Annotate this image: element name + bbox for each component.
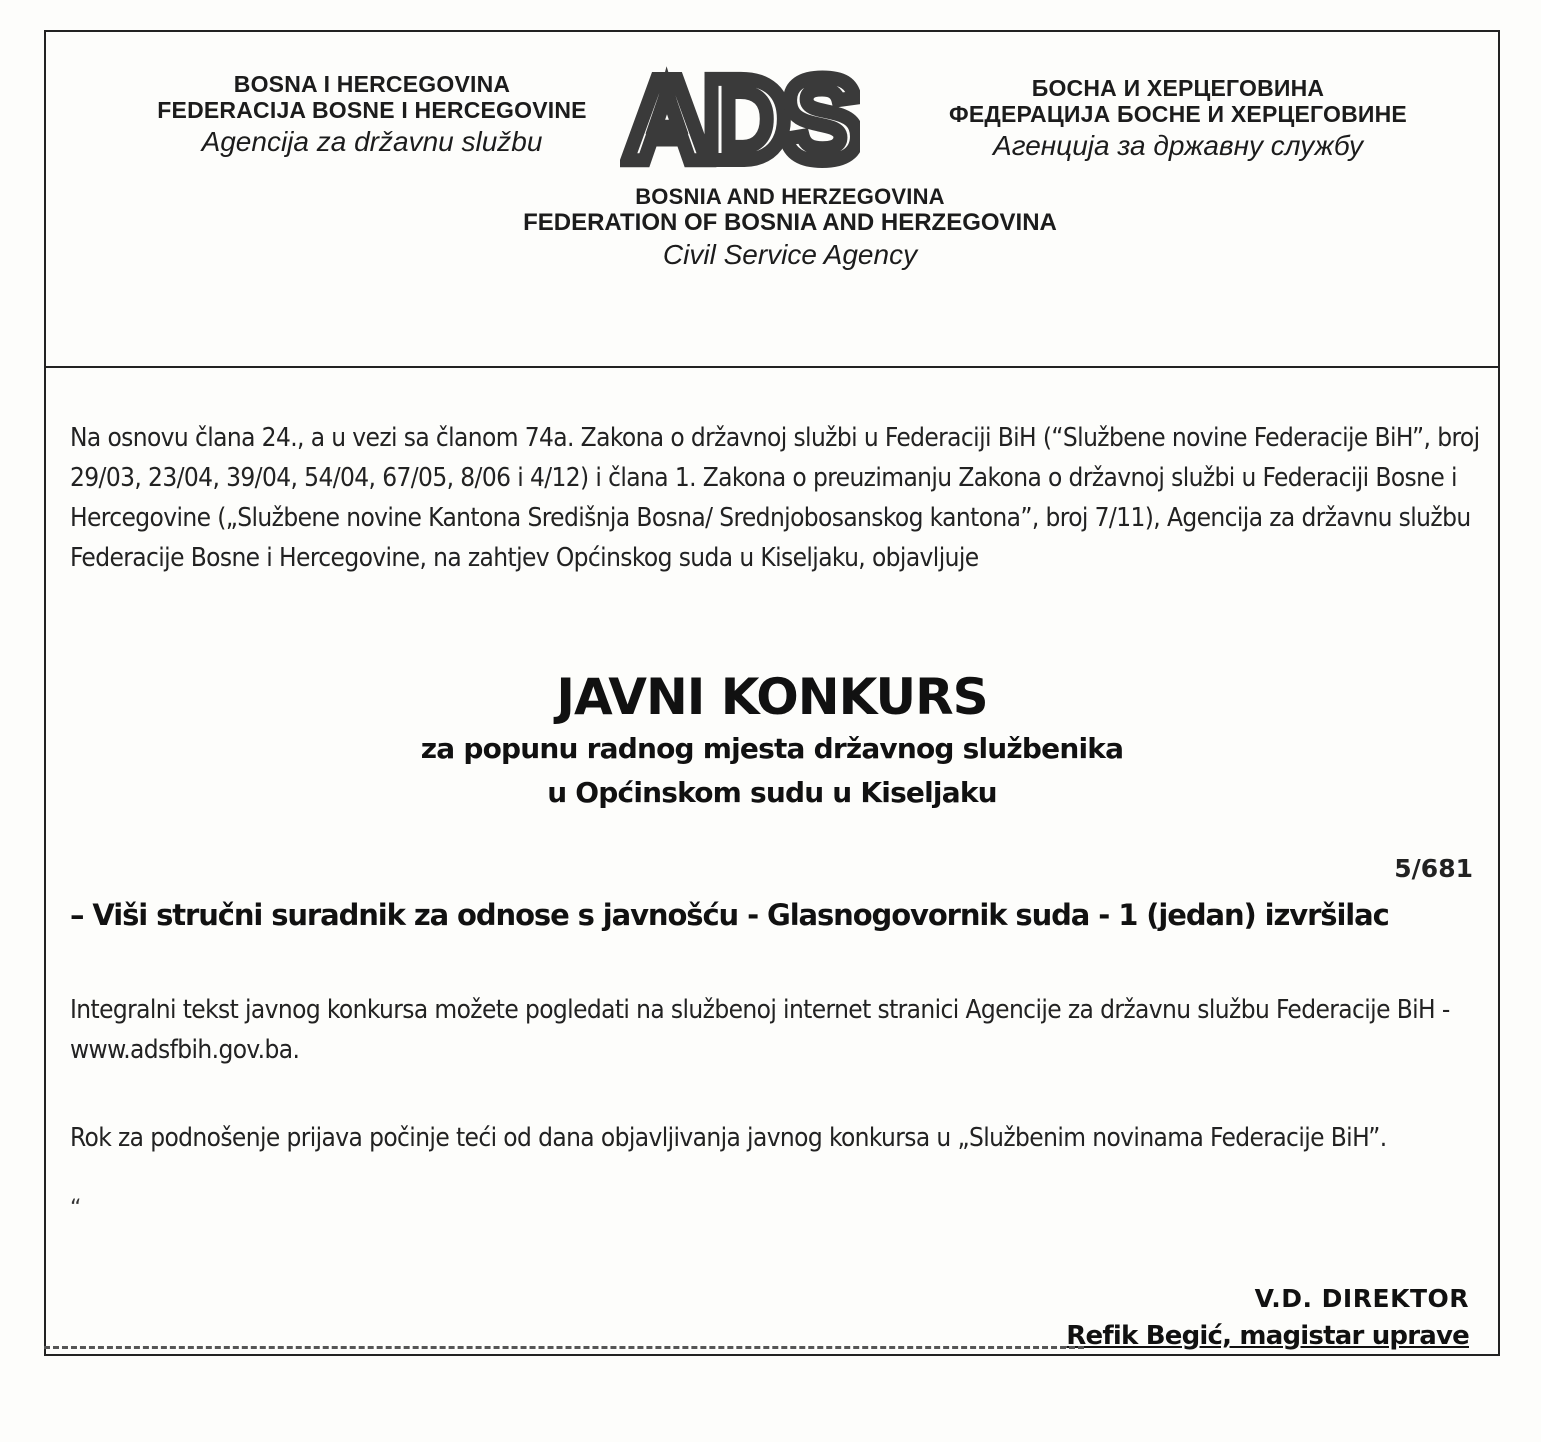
closing-quote: “	[70, 1196, 82, 1221]
dashed-cut-line	[44, 1346, 1084, 1349]
header-latin-federation: FEDERACIJA BOSNE I HERCEGOVINE	[157, 96, 587, 123]
ads-logo-text: ADS	[624, 62, 856, 172]
announcement-title: JAVNI KONKURS	[556, 668, 988, 726]
header-cyrillic-country: БОСНА И ХЕРЦЕГОВИНА	[1031, 75, 1325, 101]
header-english-agency: Civil Service Agency	[662, 238, 918, 270]
job-position: – Viši stručni suradnik za odnose s javnošću - Glasnogovornik suda - 1 (jedan) izvršilac	[70, 898, 1389, 932]
announcement-subtitle-1: za popunu radnog mjesta državnog službenika	[420, 732, 1124, 765]
header-cyrillic	[905, 76, 1451, 161]
header-cyrillic-federation: ФЕДЕРАЦИЈА БОСНЕ И ХЕРЦЕГОВИНЕ	[949, 100, 1407, 127]
header-english-country: BOSNIA AND HERZEGOVINA	[635, 184, 945, 209]
header-latin	[112, 72, 632, 157]
deadline-paragraph: Rok za podnošenje prijava počinje teći od dana objavljivanja javnog konkursa u „Službenim novinama Federacije BiH”.	[70, 1123, 1387, 1153]
header-english	[440, 185, 1140, 270]
reference-number: 5/681	[1394, 854, 1473, 883]
announcement-subtitle-2: u Općinskom sudu u Kiseljaku	[547, 776, 997, 809]
header-cyrillic-agency: Агенција за државну службу	[993, 129, 1363, 161]
signatory-role: V.D. DIREKTOR	[1254, 1284, 1469, 1313]
signature-block	[1066, 1284, 1469, 1351]
header-english-federation: FEDERATION OF BOSNIA AND HERZEGOVINA	[523, 208, 1057, 236]
header-divider	[44, 366, 1500, 368]
intro-paragraph: Na osnovu člana 24., a u vezi sa članom 74a. Zakona o državnoj službi u Federaciji BiH (“Službene novine Federacije BiH”, broj 29/03, 23/04, 39/04, 54/04, 67/05, 8/06 i 4/12) i člana 1. Zakona o preuzimanju Zakona o državnoj službi u Federaciji Bosne i Hercegovine („Službene novine Kantona Središnja Bosna/ Srednjobosanskog kantona”, broj 7/11), Agencija za državnu službu Federacije Bosne i Hercegovine, na zahtjev Općinskog suda u Kiseljaku, objavljuje	[70, 423, 1480, 573]
header-latin-agency: Agencija za državnu službu	[201, 125, 543, 157]
signatory-name: Refik Begić, magistar uprave	[1066, 1321, 1469, 1351]
ads-logo	[620, 62, 860, 172]
header-latin-country: BOSNA I HERCEGOVINA	[233, 71, 511, 97]
integral-text-paragraph: Integralni tekst javnog konkursa možete pogledati na službenoj internet stranici Agencije za državnu službu Federacije BiH - www.adsfbih.gov.ba.	[70, 995, 1450, 1065]
